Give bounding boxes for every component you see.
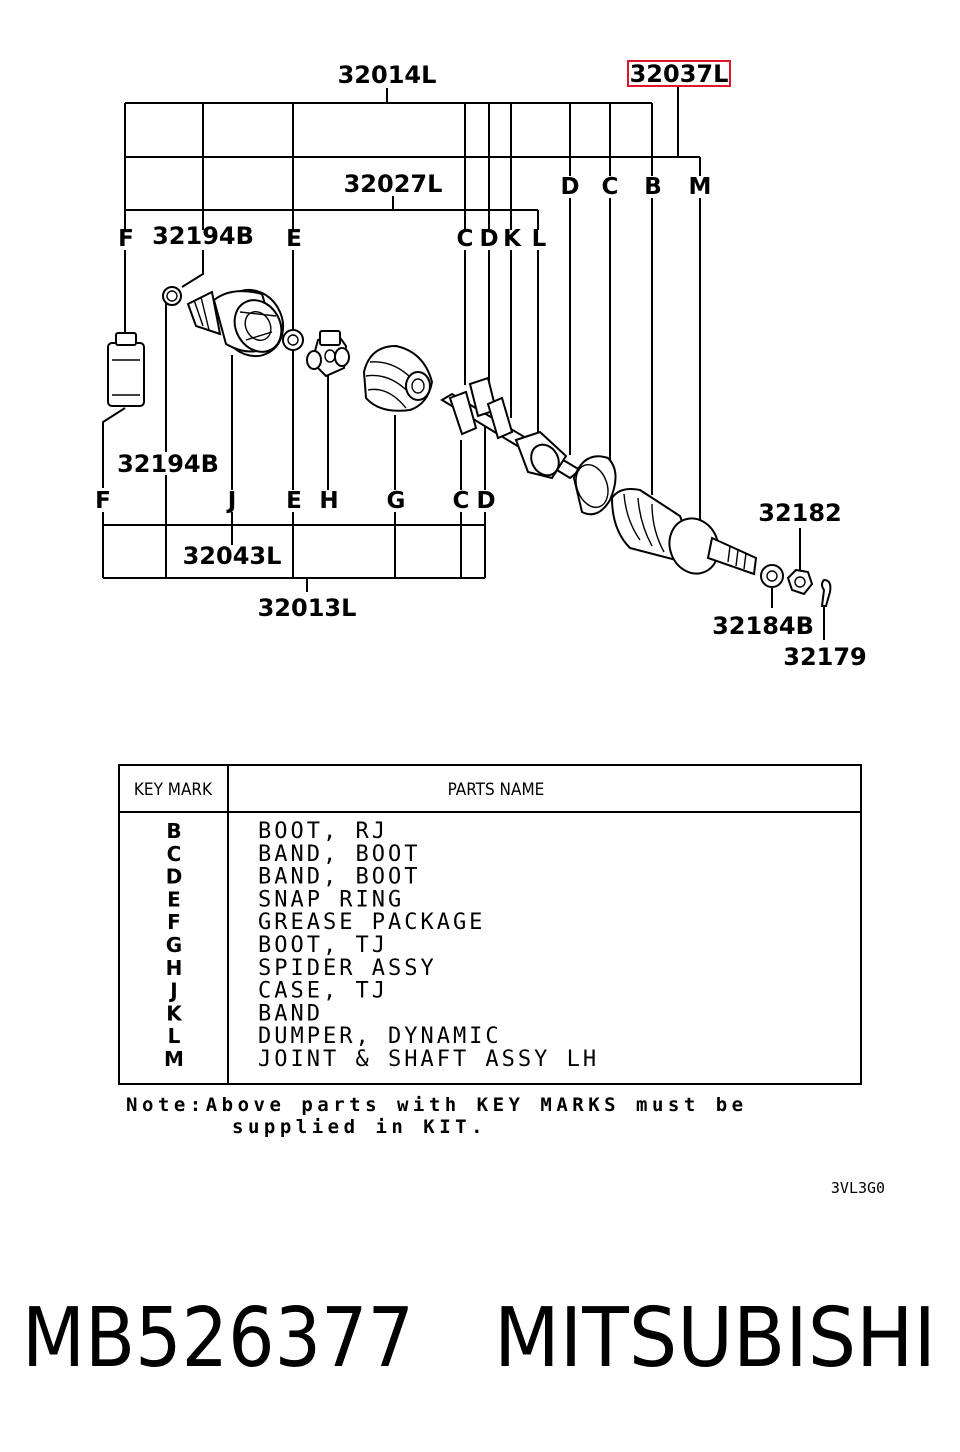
grease-package-drawing <box>108 333 144 406</box>
table-row-mark: C <box>166 841 182 866</box>
assembly-32043L-label[interactable]: 32043L <box>182 542 282 570</box>
table-row-name: GREASE PACKAGE <box>258 910 486 936</box>
part-32179-label[interactable]: 32179 <box>783 643 867 671</box>
key-F-bottom: F <box>95 488 111 514</box>
table-row-name: CASE, TJ <box>258 978 388 1004</box>
spider-assy-drawing <box>307 331 349 376</box>
table-row-mark: G <box>165 933 183 957</box>
bottom-key-row <box>95 488 495 514</box>
key-F-second: F <box>118 226 134 252</box>
assembly-32037L-label[interactable]: 32037L <box>629 60 729 88</box>
table-row-name: BAND <box>258 1001 323 1027</box>
table-header-key-mark: KEY MARK <box>133 780 213 800</box>
key-M-top: M <box>688 174 712 200</box>
table-row-mark: B <box>166 819 182 843</box>
table-row-mark: F <box>167 910 181 935</box>
table-row-name: BAND, BOOT <box>258 841 421 867</box>
small-snap-ring-drawing <box>283 330 303 350</box>
table-row-mark: J <box>170 978 178 1003</box>
table-row-name: SNAP RING <box>258 887 405 913</box>
table-row-mark: H <box>165 955 183 980</box>
key-K-second: K <box>503 226 521 252</box>
table-row-mark: E <box>167 887 181 912</box>
top-key-row <box>560 174 711 200</box>
key-G-bottom: G <box>386 488 406 514</box>
drive-shaft-drawing <box>442 378 756 581</box>
key-B-top: B <box>644 174 662 200</box>
cotter-pin-drawing <box>822 580 830 606</box>
key-C-second: C <box>456 226 474 252</box>
snap-ring-drawing <box>163 287 181 305</box>
key-D-bottom: D <box>476 488 496 514</box>
caption-brand: MITSUBISHI <box>494 1291 936 1386</box>
table-row-name: DUMPER, DYNAMIC <box>258 1024 502 1050</box>
key-mark-table <box>119 765 861 1084</box>
key-H-bottom: H <box>319 488 339 514</box>
table-header-parts-name: PARTS NAME <box>447 780 545 800</box>
table-row-mark: L <box>167 1024 181 1049</box>
table-rows <box>164 819 599 1072</box>
key-D-second: D <box>479 226 499 252</box>
table-row-name: BOOT, TJ <box>258 933 388 958</box>
table-row-mark: K <box>166 1001 182 1026</box>
table-row-name: BOOT, RJ <box>258 819 388 844</box>
key-C-top: C <box>601 174 619 200</box>
washer-drawing <box>761 565 783 587</box>
key-L-second: L <box>531 226 547 252</box>
tj-boot-drawing <box>364 346 432 411</box>
table-row-name: JOINT & SHAFT ASSY LH <box>258 1047 600 1072</box>
upper-bracket-lines <box>125 87 700 230</box>
table-row-name: BAND, BOOT <box>258 864 421 890</box>
key-E-second: E <box>286 226 302 252</box>
note-line-2: supplied in KIT. <box>232 1116 488 1138</box>
part-32194B-top-label[interactable]: 32194B <box>152 222 254 250</box>
tj-case-drawing <box>188 279 295 368</box>
key-E-bottom: E <box>286 488 302 514</box>
key-C-bottom: C <box>452 488 470 514</box>
assembly-32027L-label[interactable]: 32027L <box>343 170 443 198</box>
assembly-32013L-label[interactable]: 32013L <box>257 594 357 622</box>
table-row-name: SPIDER ASSY <box>258 955 437 981</box>
key-D-top: D <box>560 174 580 200</box>
part-32194B-bottom-label[interactable]: 32194B <box>117 450 219 478</box>
caption-part-number: MB526377 <box>22 1291 414 1386</box>
diagram-code: 3VL3G0 <box>830 1179 886 1197</box>
table-row-mark: D <box>165 864 183 889</box>
nut-drawing <box>788 570 812 594</box>
part-32182-label[interactable]: 32182 <box>758 499 842 527</box>
key-J-bottom: J <box>227 488 237 514</box>
assembly-32014L-label[interactable]: 32014L <box>337 61 437 89</box>
note-line-1: Note:Above parts with KEY MARKS must be <box>126 1094 748 1116</box>
table-row-mark: M <box>164 1047 184 1071</box>
part-32184B-label[interactable]: 32184B <box>712 612 814 640</box>
